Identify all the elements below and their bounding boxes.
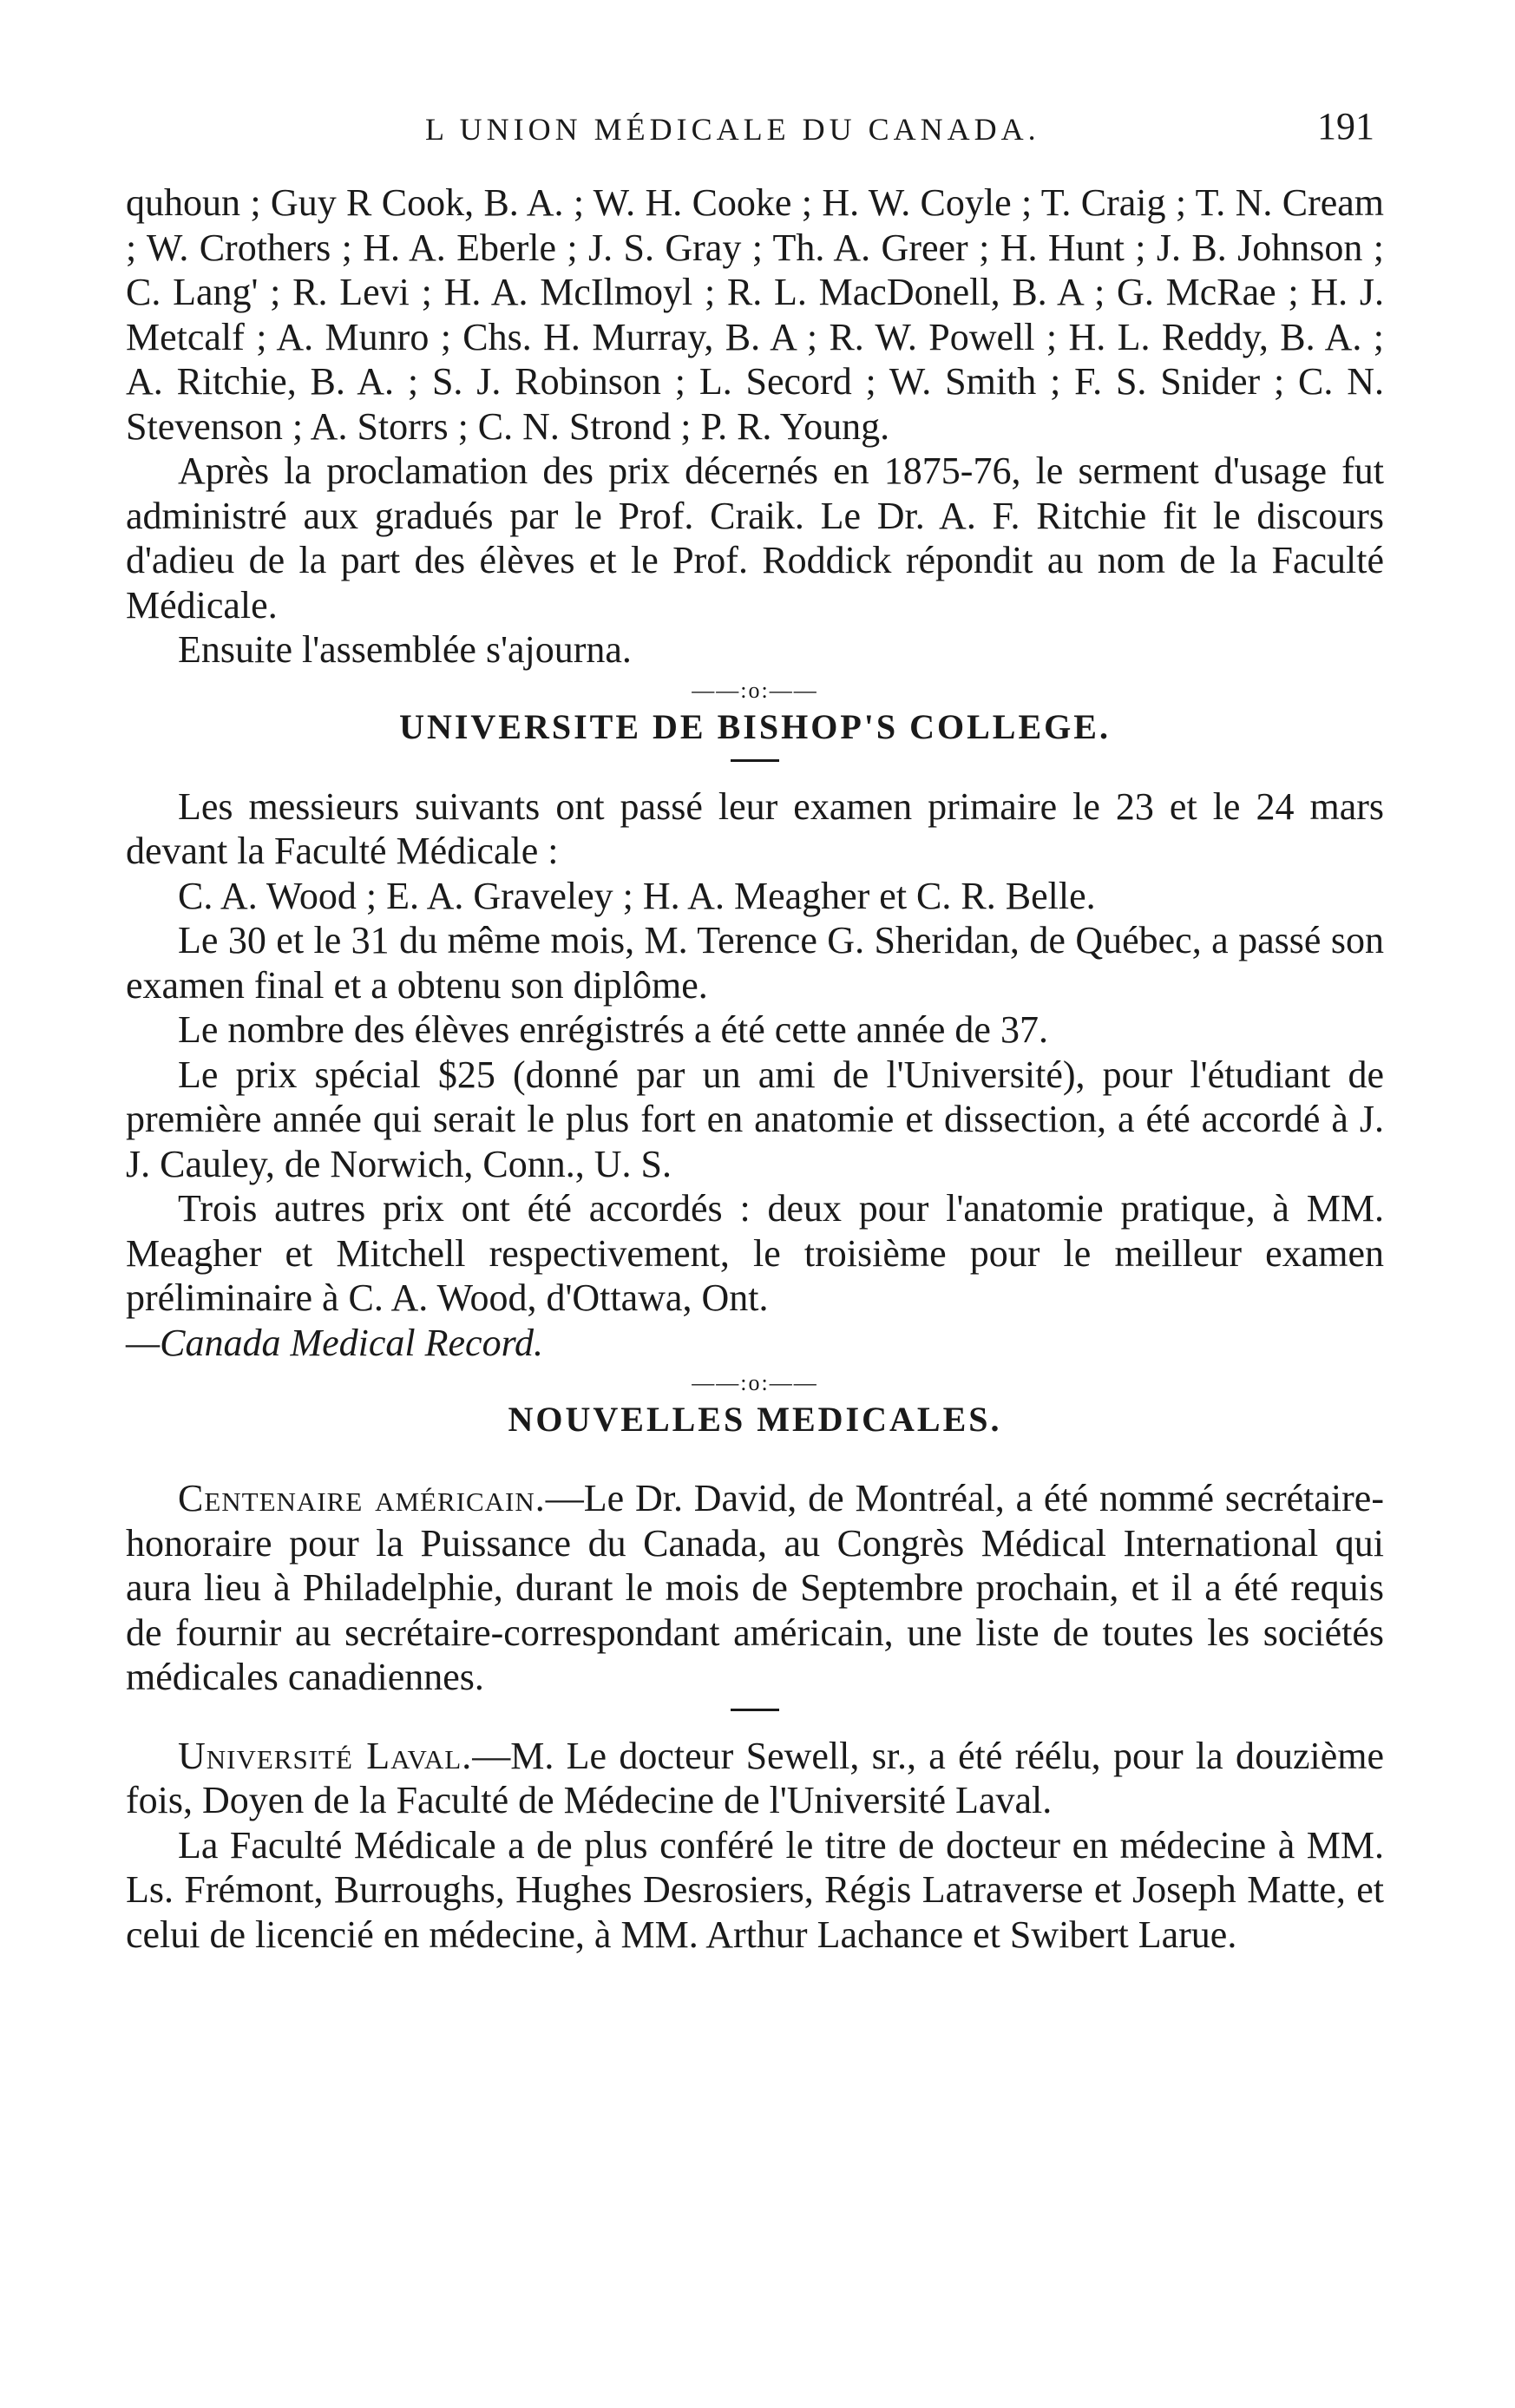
proclamation-paragraph: Après la proclamation des prix décernés en 1875-76, le serment d'usage fut administré aux gradués par le Prof. Craik. Le Dr. A. F. Ritchie fit le discours d'adieu de la part des élèves et le Prof. Roddick répondit au nom de la Faculté Médicale. [126,449,1384,627]
bishops-paragraph: Le 30 et le 31 du même mois, M. Terence G. Sheridan, de Québec, a passé son examen final et a obtenu son diplôme. [126,919,1384,1007]
section-gap [126,1447,1384,1476]
news-item [126,1734,1384,1823]
bishops-paragraph: Les messieurs suivants ont passé leur examen primaire le 23 et le 24 mars devant la Faculté Médicale : [126,784,1384,872]
bishops-paragraph: Trois autres prix ont été accordés : deux pour l'anatomie pratique, à MM. Meagher et Mitchell respectivement, le troisième pour le meilleur examen préliminaire à C. A. Wood, d'Ottawa, Ont. [126,1187,1384,1319]
body-text [126,180,1384,1957]
section-separator: ——:o:—— [692,677,818,703]
news-item-text: —Le Dr. David, de Montréal, a été nommé secrétaire-honoraire pour la Puissance du Canada, au Congrès Médical International qui aura lieu à Philadelphie, durant le mois de Septembre prochain, et il a été requis de fournir au secrétaire-correspondant américain, une liste de toutes les sociétés médicales canadiennes. [126,1477,1384,1698]
bishops-paragraph: Le prix spécial $25 (donné par un ami de l'Université), pour l'étudiant de première année qui serait le plus fort en anatomie et dissection, a été accordé à J. J. Cauley, de Norwich, Conn., U. S. [126,1053,1384,1185]
bishops-paragraph: C. A. Wood ; E. A. Graveley ; H. A. Meagher et C. R. Belle. [178,874,1096,917]
journal-title: L UNION MÉDICALE DU CANADA. [425,112,1040,147]
news-item-text: —M. Le docteur Sewell, sr., a été réélu, pour la douzième fois, Doyen de la Faculté de Médecine de l'Université Laval. [126,1734,1385,1821]
news-item [126,1476,1384,1700]
source-citation: —Canada Medical Record. [126,1321,544,1364]
section-title-bishops: UNIVERSITE DE BISHOP'S COLLEGE. [399,706,1111,746]
news-item-lead: Université Laval. [178,1734,473,1777]
bishops-paragraph: Le nombre des élèves enrégistrés a été cette année de 37. [178,1008,1048,1051]
item-rule [731,1709,779,1711]
section-separator: ——:o:—— [692,1370,818,1395]
adjourn-paragraph: Ensuite l'assemblée s'ajourna. [178,628,632,671]
news-item-lead: Centenaire américain. [178,1477,546,1519]
running-header [130,102,1385,154]
news-paragraph: La Faculté Médicale a de plus conféré le titre de docteur en médecine à MM. Ls. Frémont, Burroughs, Hughes Desrosiers, Régis Latraverse et Joseph Matte, et celui de licencié en médecine, à MM. Arthur Lachance et Swibert Larue. [126,1823,1384,1956]
page-number: 191 [1317,105,1374,148]
graduates-list: quhoun ; Guy R Cook, B. A. ; W. H. Cooke ; H. W. Coyle ; T. Craig ; T. N. Cream ; W. Crothers ; H. A. Eberle ; J. S. Gray ; Th. A. Greer ; H. Hunt ; J. B. Johnson ; C. Lang' ; R. Levi ; H. A. McIlmoyl ; R. L. MacDonell, B. A ; G. McRae ; H. J. Metcalf ; A. Munro ; Chs. H. Murray, B. A ; R. W. Powell ; H. L. Reddy, B. A. ; A. Ritchie, B. A. ; S. J. Robinson ; L. Secord ; W. Smith ; F. S. Snider ; C. N. Stevenson ; A. Storrs ; C. N. Strond ; P. R. Young. [126,181,1384,448]
title-rule [731,759,779,762]
section-title-news: NOUVELLES MEDICALES. [508,1400,1002,1439]
